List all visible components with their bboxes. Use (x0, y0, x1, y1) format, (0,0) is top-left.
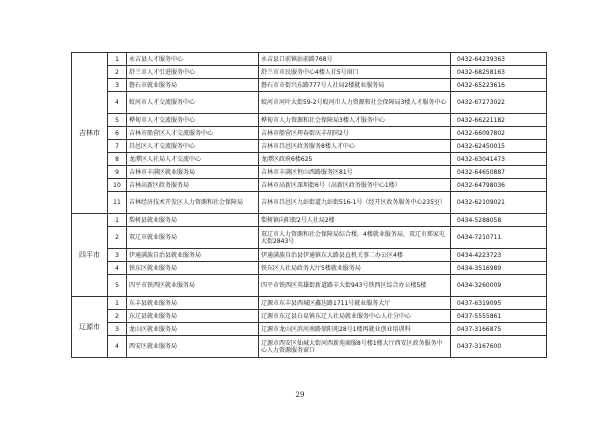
city-cell: 吉林市 (72, 53, 108, 214)
org-name-cell: 吉林市丰满区就业服务局 (127, 166, 259, 179)
row-number-cell: 3 (108, 323, 127, 336)
org-name-cell: 舒兰市人才引进服务中心 (127, 66, 259, 79)
table-row (72, 53, 547, 66)
phone-cell: 0432-65223616 (451, 79, 547, 92)
row-number-cell: 5 (108, 114, 127, 127)
phone-cell: 0434-7210711 (451, 227, 547, 249)
row-number-cell: 2 (108, 66, 127, 79)
address-cell: 吉林市高新区深圳街6号（高新区政务服务中心1楼） (259, 179, 451, 192)
org-name-cell: 龙潭区人社局人才交流中心 (127, 153, 259, 166)
row-number-cell: 3 (108, 249, 127, 262)
table-row (72, 127, 547, 140)
row-number-cell: 10 (108, 179, 127, 192)
row-number-cell: 4 (108, 336, 127, 358)
table-row (72, 140, 547, 153)
row-number-cell: 2 (108, 310, 127, 323)
address-cell: 双辽市人力资源和社会保障局综合楼，4楼就业服务局，双辽市郑家屯大街2843号 (259, 227, 451, 249)
row-number-cell: 6 (108, 127, 127, 140)
address-cell: 永吉县口前镇站前路768号 (259, 53, 451, 66)
org-name-cell: 蛟河市人才交流服务中心 (127, 92, 259, 114)
row-number-cell: 5 (108, 275, 127, 297)
address-cell: 磐石市市街兴东路777号人社局2楼就业服务局 (259, 79, 451, 92)
table-row (72, 275, 547, 297)
table-row (72, 153, 547, 166)
org-name-cell: 吉林市船营区人才交流服务中心 (127, 127, 259, 140)
phone-cell: 0437-3166875 (451, 323, 547, 336)
org-name-cell: 昌邑区人才交流服务中心 (127, 140, 259, 153)
address-cell: 吉林市船营区珲春街庆丰胡同2号 (259, 127, 451, 140)
row-number-cell: 4 (108, 262, 127, 275)
table-row (72, 310, 547, 323)
phone-cell: 0432-67273022 (451, 92, 547, 114)
phone-cell: 0437-6319095 (451, 297, 547, 310)
address-cell: 吉林市丰满区恒山西路服务区81号 (259, 166, 451, 179)
address-cell: 舒兰市市民服务中心4楼人社5号窗口 (259, 66, 451, 79)
phone-cell: 0437-5555861 (451, 310, 547, 323)
address-cell: 四平市铁西区英雄街新道路丰大街943号铁西区综合办公楼5楼 (259, 275, 451, 297)
address-cell: 伊通满族自治县伊通镇东大路县直机关事二办公区4楼 (259, 249, 451, 262)
row-number-cell: 1 (108, 297, 127, 310)
phone-cell: 0432-66097802 (451, 127, 547, 140)
city-cell: 辽源市 (72, 297, 108, 358)
table-row (72, 192, 547, 214)
row-number-cell: 1 (108, 214, 127, 227)
address-cell: 辽源市龙山区滨河南路鼎阳苑28号1楼再就业创业培训科 (259, 323, 451, 336)
phone-cell: 0432-63041473 (451, 153, 547, 166)
phone-cell: 0434-3516989 (451, 262, 547, 275)
org-name-cell: 东丰县就业服务局 (127, 297, 259, 310)
address-cell: 辽源市东丰县西城区鑫达路1711号就业服务大厅 (259, 297, 451, 310)
org-name-cell: 四平市铁西区就业服务局 (127, 275, 259, 297)
table-row (72, 66, 547, 79)
phone-cell: 0432-64798036 (451, 179, 547, 192)
phone-cell: 0432-66221182 (451, 114, 547, 127)
table-row (72, 179, 547, 192)
org-name-cell: 梨树县就业服务局 (127, 214, 259, 227)
org-name-cell: 东辽县就业服务局 (127, 310, 259, 323)
row-number-cell: 7 (108, 140, 127, 153)
org-name-cell: 铁东区就业服务局 (127, 262, 259, 275)
org-name-cell: 吉林经济技术开发区人力资源和社会保障局 (127, 192, 259, 214)
row-number-cell: 2 (108, 227, 127, 249)
phone-cell: 0434-4223723 (451, 249, 547, 262)
org-name-cell: 双辽市就业服务局 (127, 227, 259, 249)
row-number-cell: 4 (108, 92, 127, 114)
address-cell: 吉林市昌邑区九站街道九站街516-1号（经开区政务服务中心235室） (259, 192, 451, 214)
contact-directory-table (71, 52, 547, 358)
phone-cell: 0437-3167600 (451, 336, 547, 358)
address-cell: 龙潭区政府6楼625 (259, 153, 451, 166)
org-name-cell: 磐石市就业服务局 (127, 79, 259, 92)
row-number-cell: 11 (108, 192, 127, 214)
phone-cell: 0432-62109021 (451, 192, 547, 214)
address-cell: 梨树镇向阳街2号人社局2楼 (259, 214, 451, 227)
phone-cell: 0434-3260009 (451, 275, 547, 297)
table-row (72, 114, 547, 127)
city-cell: 四平市 (72, 214, 108, 297)
org-name-cell: 桦甸市人才交流服务中心 (127, 114, 259, 127)
address-cell: 吉林市昌邑区政务服务8楼人才中心 (259, 140, 451, 153)
org-name-cell: 西安区就业服务局 (127, 336, 259, 358)
org-name-cell: 永吉县人才服务中心 (127, 53, 259, 66)
table-row (72, 214, 547, 227)
row-number-cell: 3 (108, 79, 127, 92)
table-row (72, 227, 547, 249)
table-row (72, 92, 547, 114)
table-row (72, 336, 547, 358)
address-cell: 铁东区人社局政务大厅5楼就业服务局 (259, 262, 451, 275)
address-cell: 桦甸市人力资源和社会保障局3楼人才服务中心 (259, 114, 451, 127)
phone-cell: 0432-64650887 (451, 166, 547, 179)
phone-cell: 0432-68258163 (451, 66, 547, 79)
phone-cell: 0434-5288058 (451, 214, 547, 227)
org-name-cell: 伊通满族自治县就业服务局 (127, 249, 259, 262)
table-row (72, 249, 547, 262)
org-name-cell: 吉林高新区政务服务局 (127, 179, 259, 192)
table-row (72, 79, 547, 92)
address-cell: 辽源市西安区仙城大街河西新苑商服8号楼1楼大厅西安区政务服务中心人力资源服务窗口 (259, 336, 451, 358)
phone-cell: 0432-62450015 (451, 140, 547, 153)
row-number-cell: 1 (108, 53, 127, 66)
table-row (72, 262, 547, 275)
table-row (72, 166, 547, 179)
address-cell: 蛟河市河叶大街59-2号蛟河市人力资源和社会保障局3楼人才服务中心 (259, 92, 451, 114)
phone-cell: 0432-64239363 (451, 53, 547, 66)
row-number-cell: 8 (108, 153, 127, 166)
table-row (72, 323, 547, 336)
page-number: 29 (295, 391, 305, 399)
row-number-cell: 9 (108, 166, 127, 179)
address-cell: 辽源市东辽县白泉镇东辽人社局就业服务中心人社分中心 (259, 310, 451, 323)
table-row (72, 297, 547, 310)
org-name-cell: 龙山区就业服务局 (127, 323, 259, 336)
